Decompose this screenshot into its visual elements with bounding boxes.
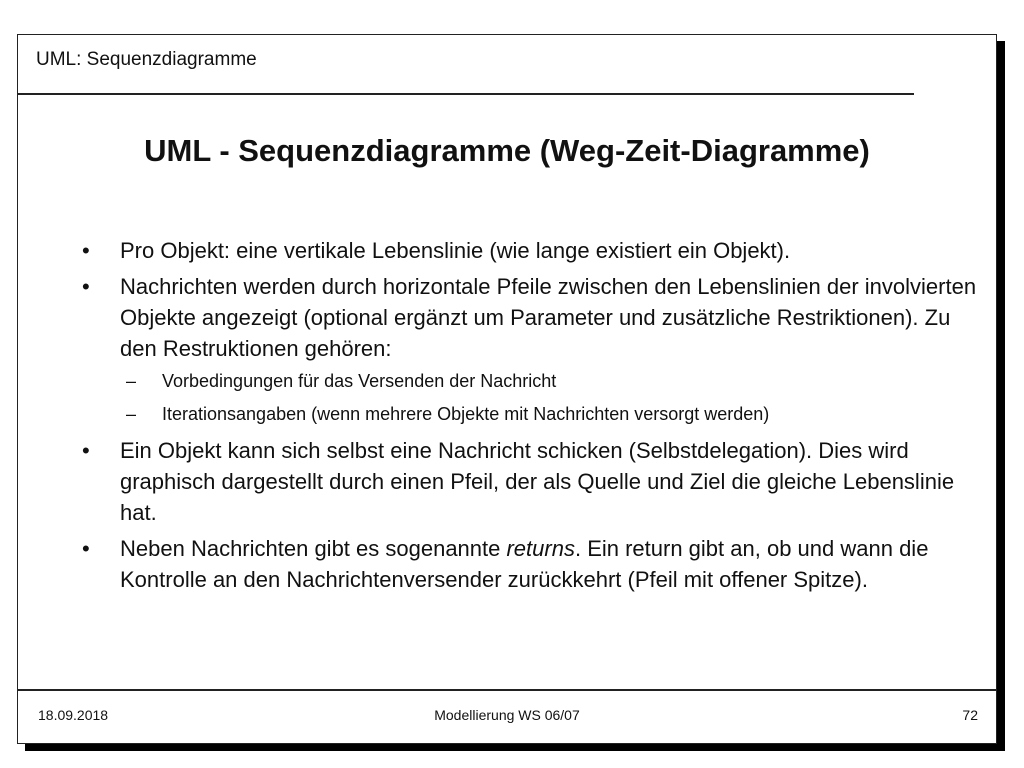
bullet-item [82, 435, 982, 528]
bullet-item [82, 235, 982, 266]
bullet-marker: • [82, 238, 90, 263]
bullet-text: Pro Objekt: eine vertikale Lebenslinie (wie lange existiert ein Objekt). [120, 238, 791, 263]
slide-title: UML - Sequenzdiagramme (Weg-Zeit-Diagramme) [144, 133, 870, 168]
bullet-text-part: Neben Nachrichten gibt es sogenannte [120, 536, 507, 561]
sub-bullet-text: Vorbedingungen für das Versenden der Nachricht [162, 371, 557, 391]
header-divider [18, 93, 914, 95]
bullet-item [82, 271, 982, 364]
bullet-text-part: . Ein return gibt an, ob und wann die Kontrolle an den Nachrichtenversender zurückkehrt (Pfeil mit offener Spitze). [120, 536, 929, 592]
bullet-text: Ein Objekt kann sich selbst eine Nachricht schicken (Selbstdelegation). Dies wird graphisch dargestellt durch einen Pfeil, der als Quelle und Ziel die gleiche Lebenslinie hat. [120, 438, 955, 525]
sub-bullet-text: Iterationsangaben (wenn mehrere Objekte mit Nachrichten versorgt werden) [162, 404, 770, 424]
dash-marker: – [126, 371, 137, 391]
bullet-text: Nachrichten werden durch horizontale Pfeile zwischen den Lebenslinien der involvierten Objekte angezeigt (optional ergänzt um Parameter und zusätzliche Restriktionen). Zu den Restruktionen gehören: [120, 274, 977, 361]
section-header: UML: Sequenzdiagramme [36, 49, 257, 70]
footer-date: 18.09.2018 [38, 707, 109, 723]
footer-course: Modellierung WS 06/07 [434, 707, 580, 723]
bullet-marker: • [82, 438, 90, 463]
sub-bullet-item [82, 369, 982, 393]
bullet-item [82, 533, 982, 595]
emphasized-term: returns [506, 536, 575, 561]
bullet-marker: • [82, 274, 90, 299]
bullet-text [120, 536, 928, 592]
footer-divider [18, 689, 996, 691]
slide [17, 34, 997, 744]
bullet-list [82, 235, 982, 600]
sub-bullet-item [82, 402, 982, 426]
bullet-marker: • [82, 536, 90, 561]
dash-marker: – [126, 404, 137, 424]
page-number: 72 [962, 707, 978, 723]
